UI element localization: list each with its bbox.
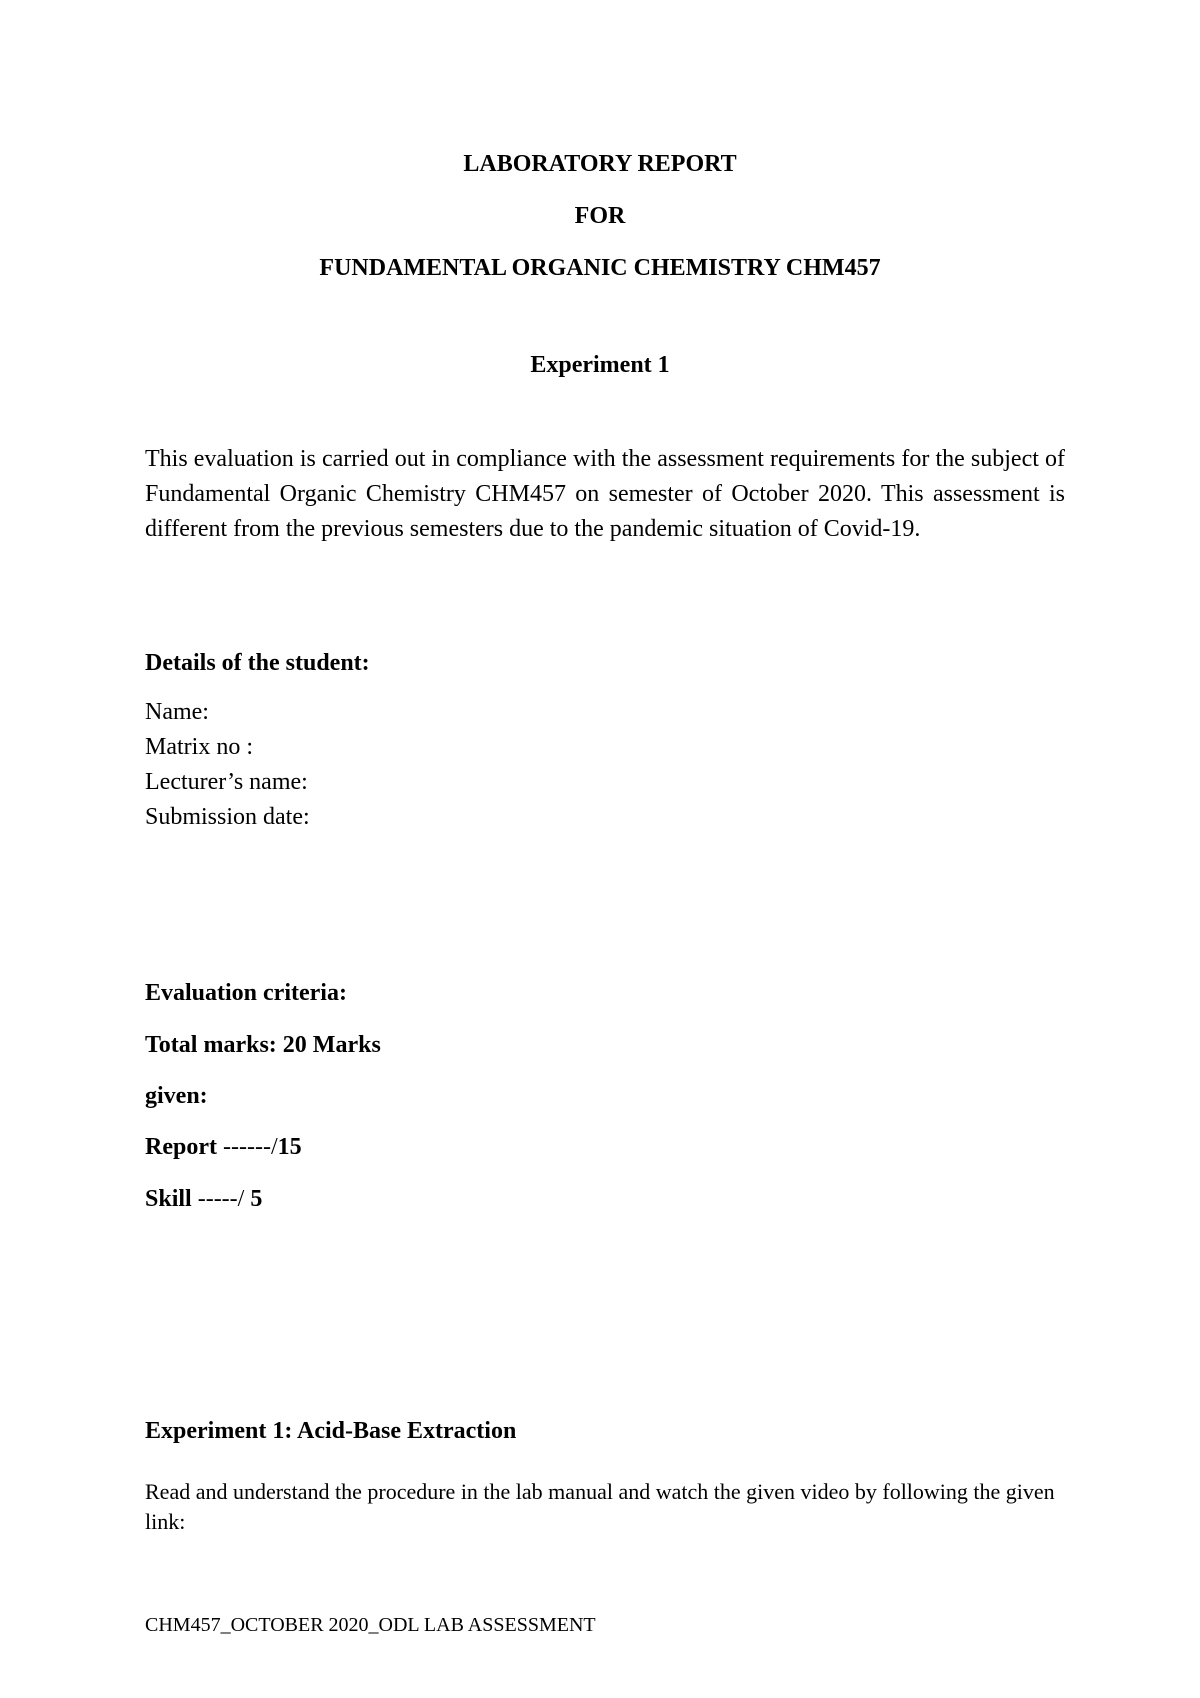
report-title-for: FOR	[574, 203, 626, 229]
course-title: FUNDAMENTAL ORGANIC CHEMISTRY CHM457	[319, 255, 881, 281]
submission-date-label: Submission date:	[145, 804, 310, 830]
report-marks: Report ------/15	[145, 1134, 302, 1160]
evaluation-heading: Evaluation criteria:	[145, 980, 347, 1006]
intro-paragraph: This evaluation is carried out in compliance with the assessment requirements for the subject of Fundamental Organic Chemistry CHM457 on semester of October 2020. This assessment is different from the previous semesters due to the pandemic situation of Covid-19.	[145, 446, 1065, 542]
matrix-label: Matrix no :	[145, 734, 253, 760]
total-marks: Total marks: 20 Marks	[145, 1032, 381, 1058]
procedure-text: Read and understand the procedure in the lab manual and watch the given video by following the given link:	[145, 1479, 1055, 1534]
name-label: Name:	[145, 699, 209, 725]
page-footer: CHM457_OCTOBER 2020_ODL LAB ASSESSMENT	[145, 1614, 596, 1636]
skill-marks: Skill -----/ 5	[145, 1186, 263, 1212]
section-heading: Experiment 1: Acid-Base Extraction	[145, 1418, 517, 1444]
report-title: LABORATORY REPORT	[463, 151, 737, 177]
experiment-number-heading: Experiment 1	[530, 352, 670, 378]
student-details-heading: Details of the student:	[145, 650, 370, 676]
given-label: given:	[145, 1083, 208, 1109]
lecturer-label: Lecturer’s name:	[145, 769, 308, 795]
student-details-list	[145, 695, 1065, 835]
